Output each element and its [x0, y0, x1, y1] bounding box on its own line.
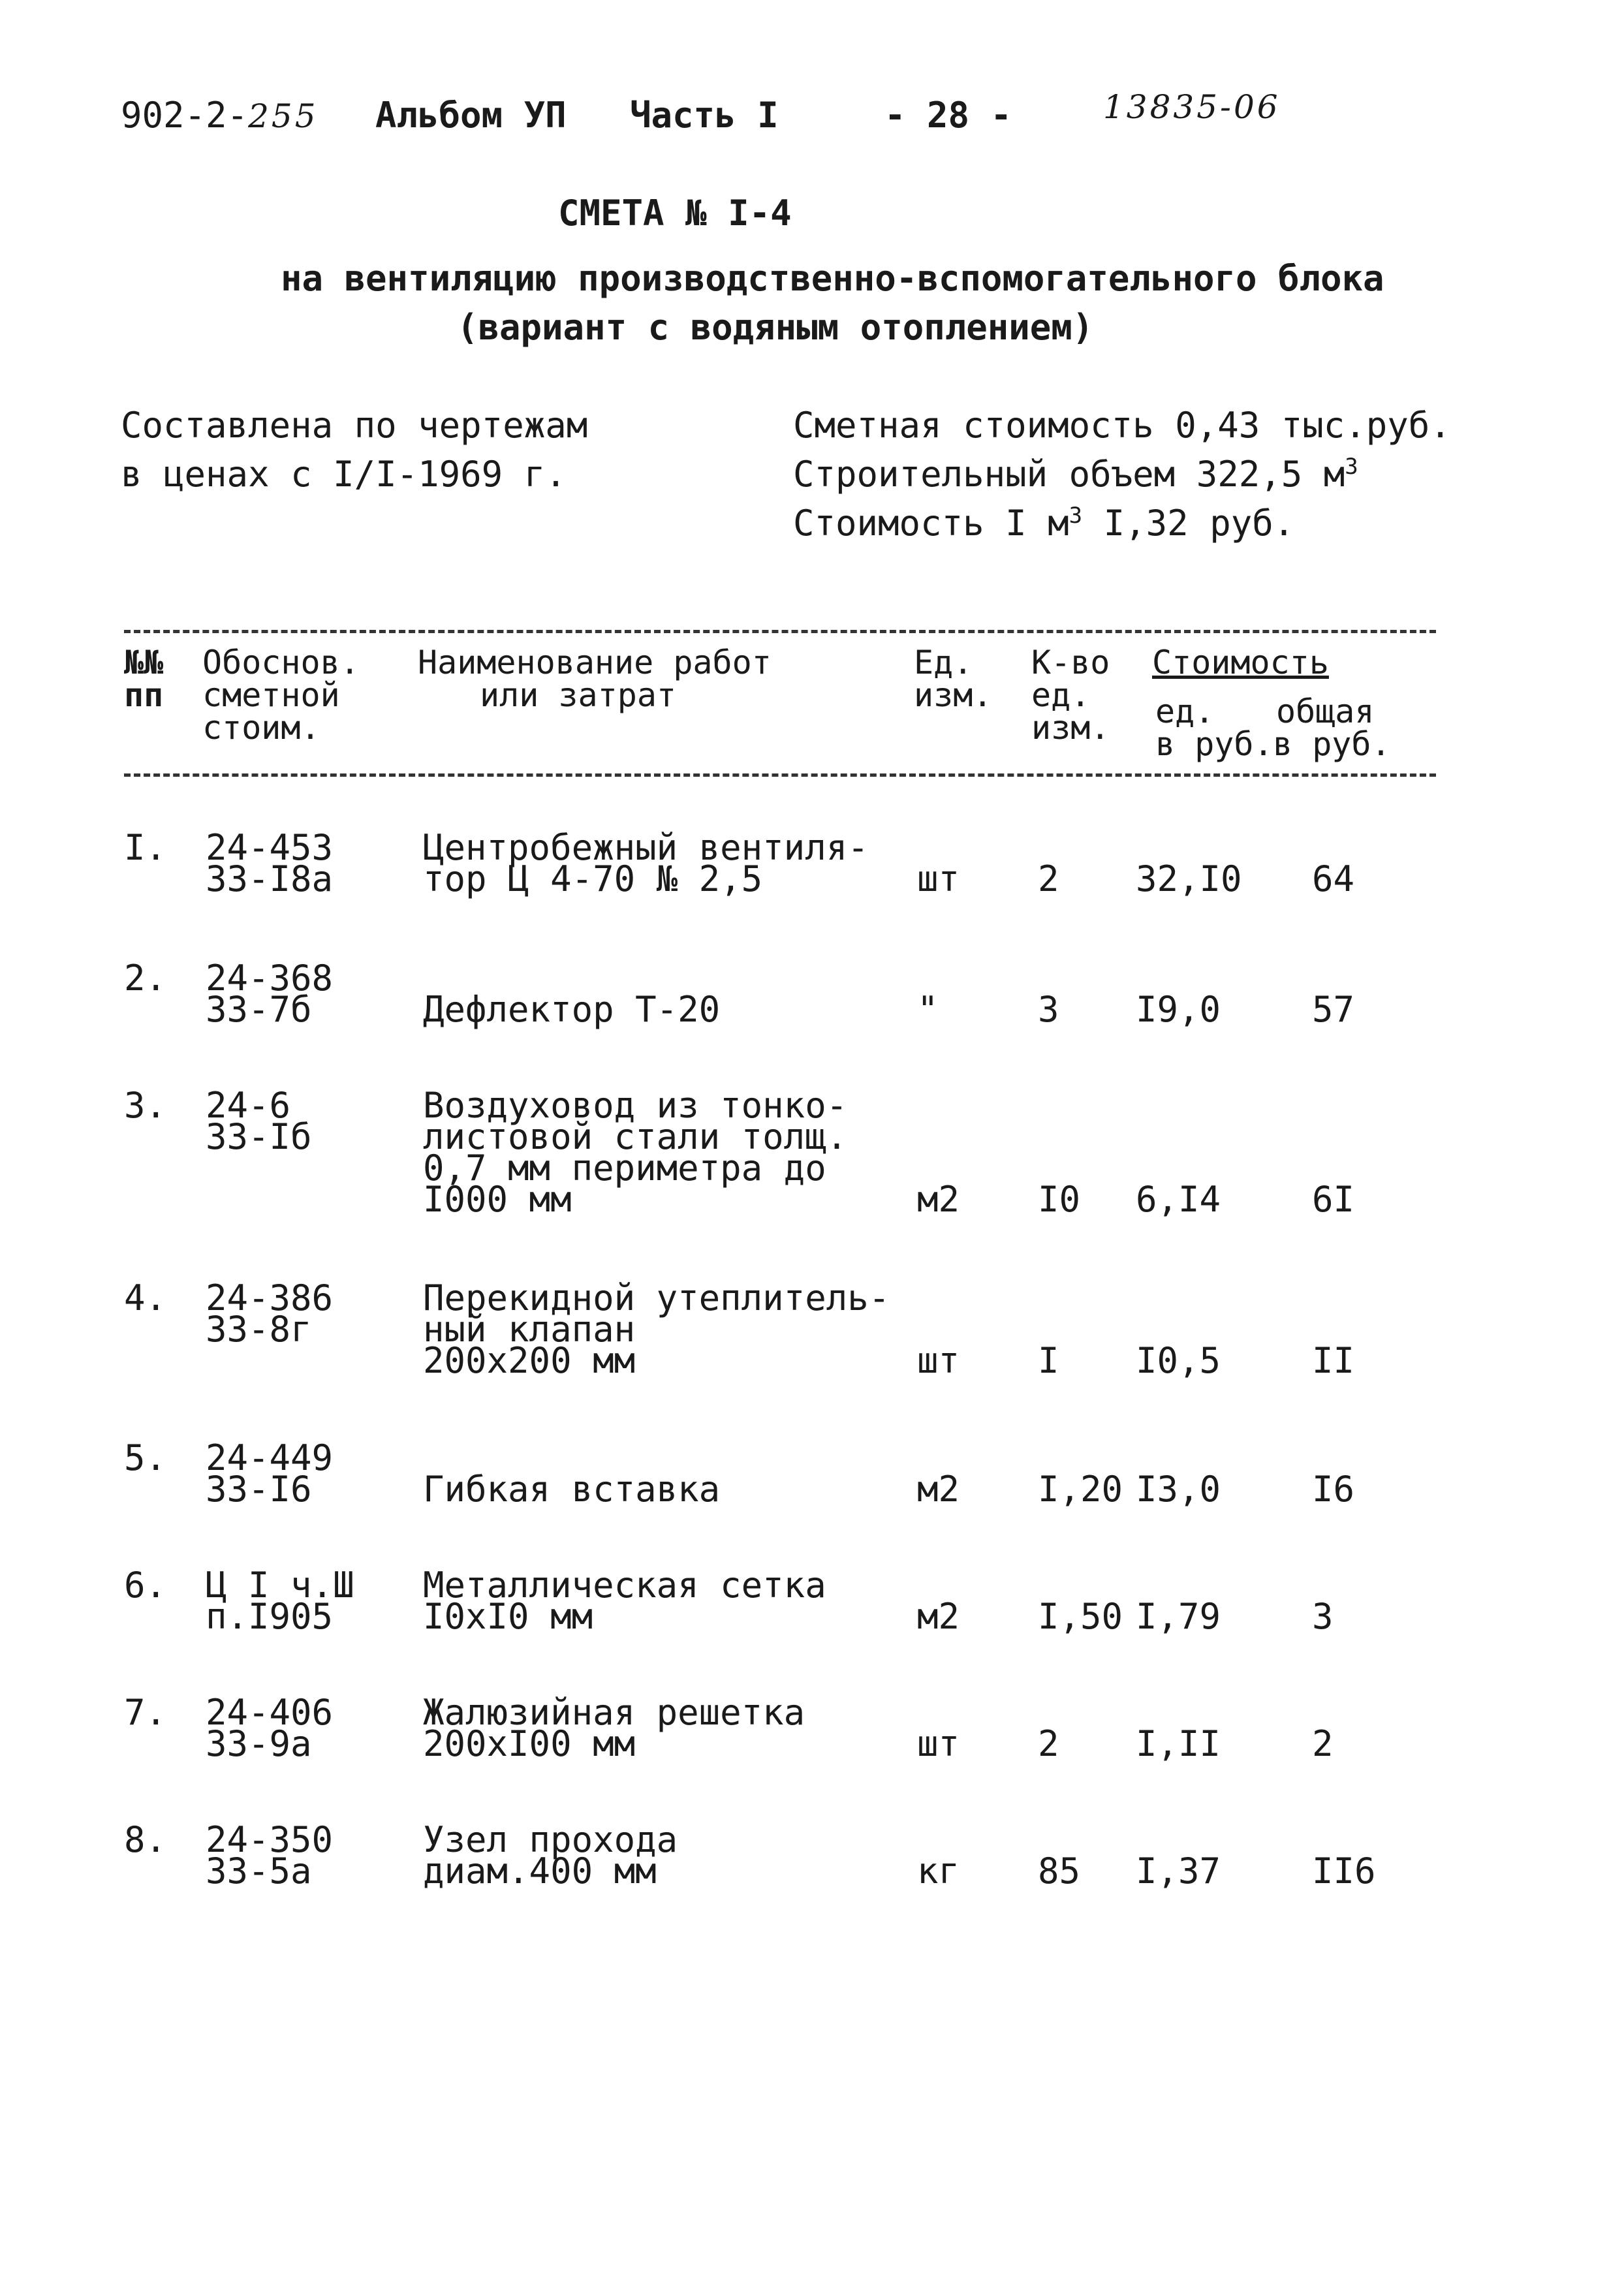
- row-quantity: 3: [1038, 989, 1059, 1030]
- row-unit-price: 32,I0: [1136, 858, 1242, 899]
- table-header-rule: [124, 773, 1436, 777]
- row-basis-line: 33-I8a: [206, 858, 334, 899]
- row-name-line: 200x200 мм: [423, 1340, 636, 1381]
- row-basis-line: 24-449: [206, 1437, 334, 1478]
- row-basis-line: 24-453: [206, 827, 334, 868]
- row-unit: шт: [917, 858, 960, 899]
- row-quantity: I: [1038, 1340, 1059, 1381]
- header-qty-line2: ед.: [1031, 676, 1091, 714]
- row-unit-price: 6,I4: [1136, 1179, 1221, 1220]
- row-unit-price: I9,0: [1136, 989, 1221, 1030]
- row-number: 7.: [124, 1692, 167, 1733]
- cost-per-m3-text: Стоимость I м: [793, 503, 1069, 544]
- row-basis-line: Ц I ч.Ш: [206, 1565, 354, 1606]
- row-unit: шт: [917, 1723, 960, 1764]
- row-name-line: I000 мм: [423, 1179, 572, 1220]
- row-unit-price: I0,5: [1136, 1340, 1221, 1381]
- album-label: Альбом УП: [375, 95, 567, 136]
- header-unit: [914, 644, 993, 714]
- row-quantity: 85: [1038, 1850, 1081, 1892]
- document-code-handwritten: 255: [248, 97, 319, 135]
- row-quantity: I,20: [1038, 1469, 1123, 1510]
- cost-per-m3: [793, 503, 1294, 544]
- row-unit-price: I,37: [1136, 1850, 1221, 1892]
- row-name-line: Воздуховод из тонко-: [423, 1085, 848, 1126]
- header-cost-total-line1: общая: [1276, 693, 1375, 730]
- row-total: 57: [1312, 989, 1355, 1030]
- row-quantity: 2: [1038, 1723, 1059, 1764]
- header-unit-line1: Ед.: [914, 644, 973, 681]
- row-name-line: 0,7 мм периметра до: [423, 1147, 826, 1189]
- row-basis-line: 33-I6: [206, 1469, 312, 1510]
- estimate-subtitle-line1: на вентиляцию производственно-вспомогательного блока: [281, 258, 1384, 299]
- header-cost-total-line2: в руб.: [1273, 725, 1391, 763]
- header-num-line2: пп: [124, 676, 164, 714]
- row-number: 2.: [124, 958, 167, 999]
- estimate-subtitle-line2: (вариант с водяным отоплением): [457, 307, 1094, 348]
- header-name-line1: Наименование работ: [418, 644, 772, 681]
- row-basis-line: 33-9a: [206, 1723, 312, 1764]
- row-name-line: I0xI0 мм: [423, 1596, 593, 1637]
- row-total: 6I: [1312, 1179, 1355, 1220]
- header-cost-title: Стоимость: [1152, 644, 1329, 681]
- page-number: - 28 -: [884, 95, 1012, 136]
- row-name-line: Жалюзийная решетка: [423, 1692, 805, 1733]
- row-unit-price: I3,0: [1136, 1469, 1221, 1510]
- header-cost-total: [1273, 693, 1391, 763]
- table-top-rule: [124, 630, 1436, 633]
- header-qty-line1: К-во: [1031, 644, 1110, 681]
- row-name-line: тор Ц 4-70 № 2,5: [423, 858, 763, 899]
- header-cost-unit-line2: в руб.: [1155, 725, 1273, 763]
- header-qty: [1031, 644, 1110, 747]
- header-basis: [202, 644, 360, 747]
- row-total: 64: [1312, 858, 1355, 899]
- compiled-by-drawings: Составлена по чертежам: [121, 405, 588, 446]
- document-code: [121, 95, 319, 136]
- row-name-line: Узел прохода: [423, 1819, 678, 1860]
- row-name-line: диам.400 мм: [423, 1850, 657, 1892]
- row-number: 5.: [124, 1437, 167, 1478]
- row-name-line: листовой стали толщ.: [423, 1116, 848, 1157]
- part-label: Часть I: [630, 95, 779, 136]
- header-name-line2: или затрат: [480, 676, 677, 714]
- row-number: I.: [124, 827, 167, 868]
- row-unit: м2: [917, 1179, 960, 1220]
- row-unit: м2: [917, 1596, 960, 1637]
- price-date: в ценах с I/I-1969 г.: [121, 454, 567, 495]
- header-basis-line1: Обоснов.: [202, 644, 360, 681]
- row-name-line: Дефлектор Т-20: [423, 989, 721, 1030]
- row-name-line: 200xI00 мм: [423, 1723, 636, 1764]
- cost-per-m3-sup: 3: [1069, 503, 1083, 529]
- row-number: 6.: [124, 1565, 167, 1606]
- row-name-line: Центробежный вентиля-: [423, 827, 869, 868]
- row-basis-line: 24-406: [206, 1692, 334, 1733]
- header-cost-unit-line1: ед.: [1155, 693, 1215, 730]
- header-qty-line3: изм.: [1031, 709, 1110, 747]
- row-basis-line: 33-8г: [206, 1309, 312, 1350]
- header-basis-line3: стоим.: [202, 709, 320, 747]
- header-num-line1: №№: [124, 644, 164, 681]
- row-basis-line: 24-368: [206, 958, 334, 999]
- row-quantity: I,50: [1038, 1596, 1123, 1637]
- row-name-line: Перекидной утеплитель-: [423, 1277, 890, 1318]
- row-basis-line: 24-6: [206, 1085, 291, 1126]
- header-unit-line2: изм.: [914, 676, 993, 714]
- building-volume: [793, 454, 1358, 495]
- row-number: 3.: [124, 1085, 167, 1126]
- row-basis-line: 24-386: [206, 1277, 334, 1318]
- estimated-cost: Сметная стоимость 0,43 тыс.руб.: [793, 405, 1451, 446]
- row-basis-line: 33-Iб: [206, 1116, 312, 1157]
- row-unit: кг: [917, 1850, 960, 1892]
- handwritten-number: 13835-06: [1103, 88, 1281, 126]
- row-quantity: 2: [1038, 858, 1059, 899]
- row-number: 8.: [124, 1819, 167, 1860]
- row-unit-price: I,79: [1136, 1596, 1221, 1637]
- row-unit-price: I,II: [1136, 1723, 1221, 1764]
- row-number: 4.: [124, 1277, 167, 1318]
- header-name: [418, 644, 772, 714]
- row-unit: м2: [917, 1469, 960, 1510]
- building-volume-sup: 3: [1345, 454, 1358, 480]
- header-num: [124, 644, 164, 714]
- row-basis-line: п.I905: [206, 1596, 334, 1637]
- building-volume-text: Строительный объем 322,5 м: [793, 454, 1345, 495]
- row-total: I6: [1312, 1469, 1355, 1510]
- row-total: 2: [1312, 1723, 1334, 1764]
- cost-per-m3-value: I,32 руб.: [1082, 503, 1295, 544]
- row-total: II: [1312, 1340, 1355, 1381]
- row-basis-line: 33-5a: [206, 1850, 312, 1892]
- document-code-printed: 902-2-: [121, 95, 249, 136]
- row-total: II6: [1312, 1850, 1376, 1892]
- row-name-line: Металлическая сетка: [423, 1565, 826, 1606]
- estimate-title: СМЕТА № I-4: [558, 193, 792, 234]
- row-quantity: I0: [1038, 1179, 1081, 1220]
- row-name-line: ный клапан: [423, 1309, 636, 1350]
- header-cost-unit: [1155, 693, 1273, 763]
- row-basis-line: 24-350: [206, 1819, 334, 1860]
- header-basis-line2: сметной: [202, 676, 340, 714]
- row-unit: ": [917, 989, 939, 1030]
- row-basis-line: 33-7б: [206, 989, 312, 1030]
- row-name-line: Гибкая вставка: [423, 1469, 721, 1510]
- row-total: 3: [1312, 1596, 1334, 1637]
- row-unit: шт: [917, 1340, 960, 1381]
